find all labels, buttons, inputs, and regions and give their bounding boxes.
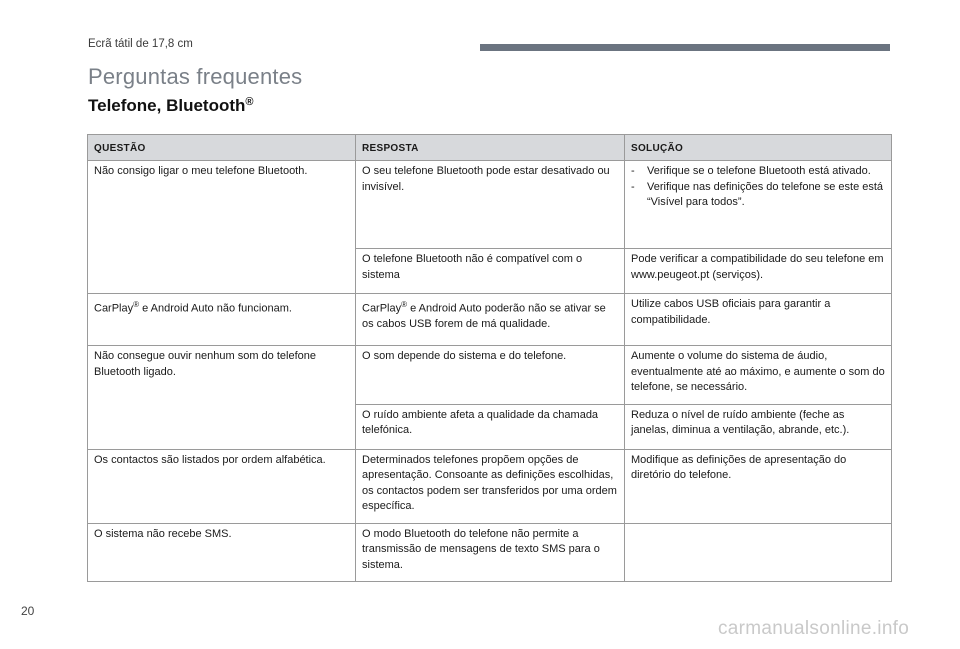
header-solution: SOLUÇÃO: [625, 135, 892, 161]
table-row: [88, 346, 892, 405]
table-header-row: [88, 135, 892, 161]
registered-mark: ®: [401, 300, 408, 309]
question-cell: [88, 294, 356, 346]
solution-bullet: [631, 164, 885, 180]
registered-mark: ®: [133, 300, 140, 309]
question-cell: Os contactos são listados por ordem alfabética.: [88, 449, 356, 523]
table-row: [88, 294, 892, 346]
header-question: QUESTÃO: [88, 135, 356, 161]
solution-bullet-text: Verifique nas definições do telefone se este está “Visível para todos”.: [647, 180, 884, 208]
answer-cell: O seu telefone Bluetooth pode estar desativado ou invisível.: [356, 161, 625, 249]
header-bar: [480, 44, 890, 51]
answer-cell: Determinados telefones propõem opções de apresentação. Consoante as definições escolhidas, os contactos podem ser transferidos por uma ordem específica.: [356, 449, 625, 523]
solution-bullet-text: Verifique se o telefone Bluetooth está ativado.: [647, 165, 871, 177]
solution-cell: Aumente o volume do sistema de áudio, eventualmente até ao máximo, e aumente o som do telefone, se necessário.: [625, 346, 892, 405]
table-row: [88, 161, 892, 249]
chapter-header: Ecrã tátil de 17,8 cm: [88, 38, 193, 50]
faq-table: [87, 134, 892, 582]
answer-cell: O telefone Bluetooth não é compatível com o sistema: [356, 249, 625, 294]
question-cell: O sistema não recebe SMS.: [88, 523, 356, 582]
solution-cell: Utilize cabos USB oficiais para garantir a compatibilidade.: [625, 294, 892, 346]
question-cell: Não consegue ouvir nenhum som do telefone Bluetooth ligado.: [88, 346, 356, 450]
solution-bullet: [631, 180, 885, 211]
header-answer: RESPOSTA: [356, 135, 625, 161]
question-cell: Não consigo ligar o meu telefone Bluetooth.: [88, 161, 356, 294]
solution-cell: [625, 161, 892, 249]
bullet-dash: -: [631, 165, 635, 177]
solution-cell: Modifique as definições de apresentação do diretório do telefone.: [625, 449, 892, 523]
bullet-dash: -: [631, 180, 635, 193]
watermark[interactable]: carmanualsonline.info: [718, 618, 910, 639]
section-title: [88, 96, 254, 116]
registered-mark: ®: [245, 96, 254, 108]
answer-cell: [356, 294, 625, 346]
carplay-label: CarPlay: [94, 302, 134, 315]
section-title-text: Telefone, Bluetooth: [88, 96, 246, 115]
solution-cell: Pode verificar a compatibilidade do seu telefone em www.peugeot.pt (serviços).: [625, 249, 892, 294]
page-number: 20: [21, 604, 35, 618]
carplay-label: CarPlay: [362, 302, 402, 315]
answer-cell: O modo Bluetooth do telefone não permite a transmissão de mensagens de texto SMS para o sistema.: [356, 523, 625, 582]
answer-text: e Android Auto poderão não se ativar se os cabos USB forem de má qualidade.: [362, 302, 606, 331]
answer-cell: O ruído ambiente afeta a qualidade da chamada telefónica.: [356, 404, 625, 449]
page-title: [88, 64, 302, 90]
page-title-text: Perguntas frequentes: [88, 64, 303, 89]
solution-cell: [625, 523, 892, 582]
answer-cell: O som depende do sistema e do telefone.: [356, 346, 625, 405]
question-text: e Android Auto não funcionam.: [139, 302, 292, 315]
table-row: [88, 523, 892, 582]
solution-cell: Reduza o nível de ruído ambiente (feche as janelas, diminua a ventilação, abrande, etc.).: [625, 404, 892, 449]
table-row: [88, 449, 892, 523]
